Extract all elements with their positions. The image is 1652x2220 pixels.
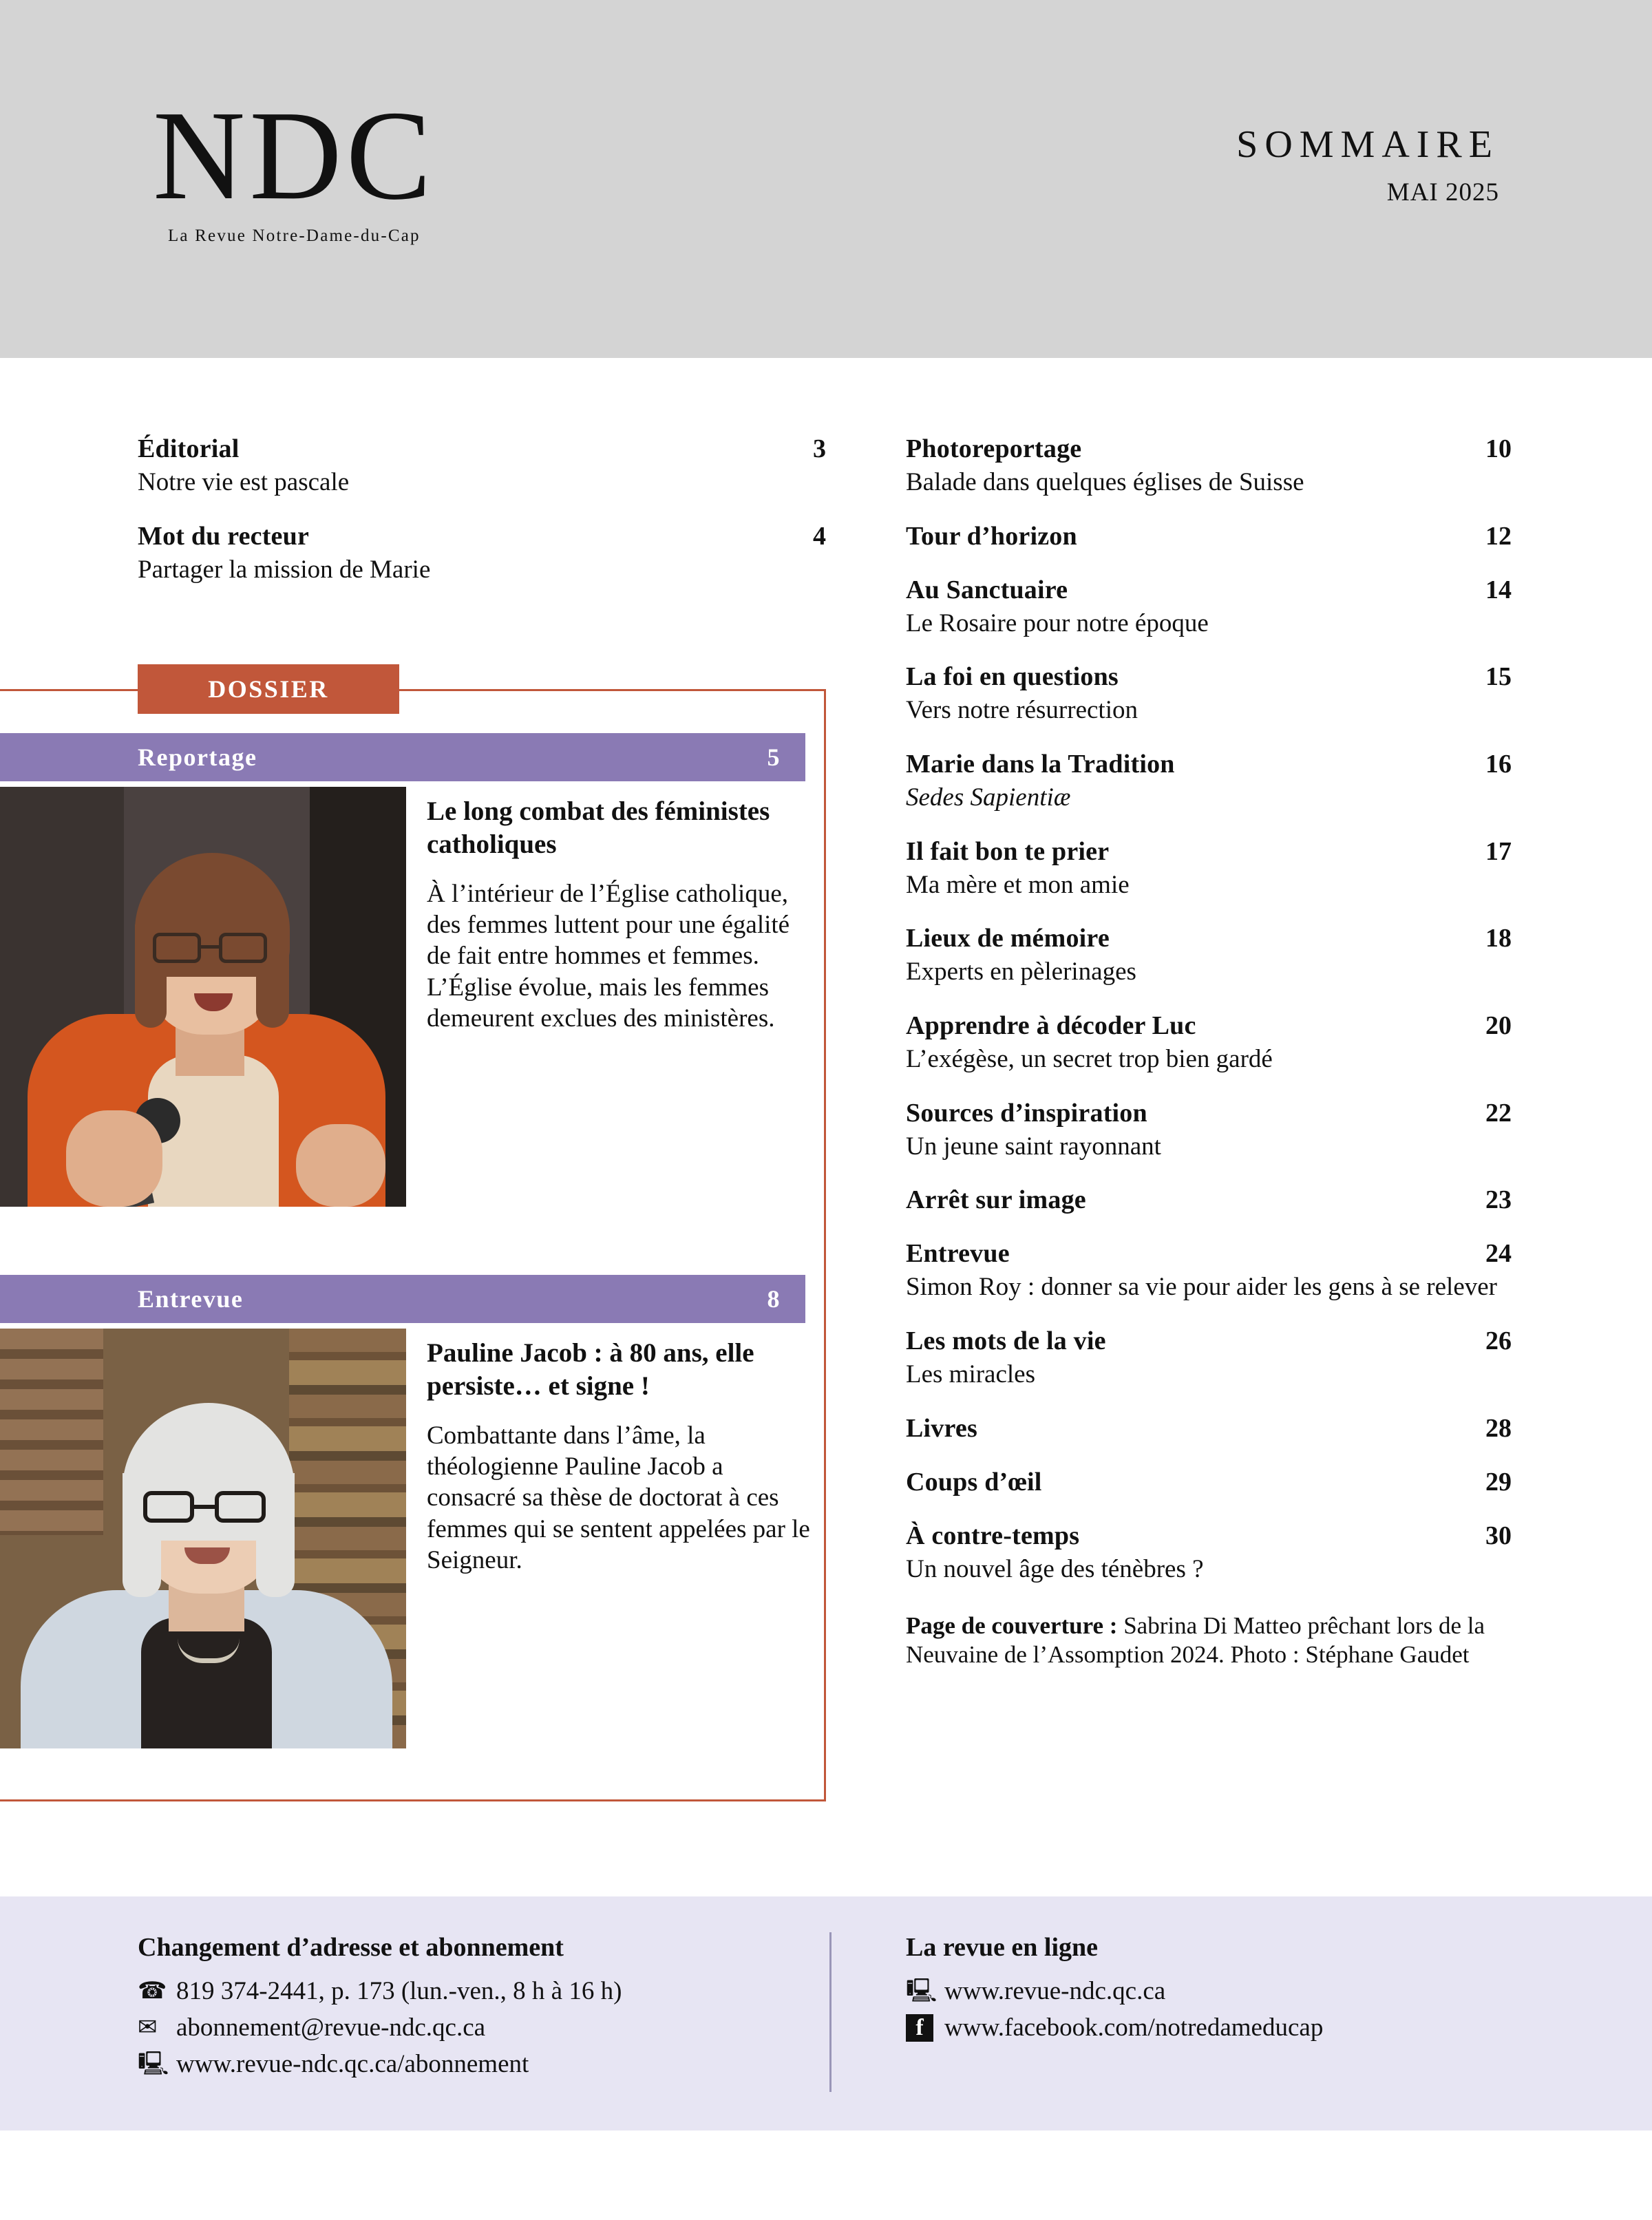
toc-entry[interactable]	[906, 1238, 1512, 1302]
page-title: SOMMAIRE	[1236, 123, 1499, 166]
envelope-icon: ✉	[138, 2014, 158, 2040]
toc-entry-page: 23	[1485, 1185, 1512, 1215]
toc-entry-subtitle: Ma mère et mon amie	[906, 870, 1130, 899]
feature-text-reportage	[427, 795, 812, 1034]
toc-entry-subtitle: Vers notre résurrection	[906, 696, 1138, 725]
feature-band-label: Entrevue	[138, 1285, 244, 1313]
footer-site-text: www.revue-ndc.qc.ca	[944, 1977, 1166, 2005]
dossier-label	[138, 664, 399, 714]
dossier-label-text: DOSSIER	[208, 675, 329, 703]
logo-subtitle: La Revue Notre-Dame-du-Cap	[167, 226, 421, 245]
footer-left-heading: Changement d’adresse et abonnement	[138, 1933, 564, 1962]
toc-entry[interactable]	[906, 521, 1512, 551]
toc-entry-page: 26	[1485, 1326, 1512, 1355]
toc-entry[interactable]	[906, 575, 1512, 639]
cover-credit-label: Page de couverture :	[906, 1612, 1118, 1640]
toc-entry-title: La foi en questions	[906, 662, 1119, 692]
toc-entry[interactable]	[906, 749, 1512, 813]
toc-entry-title: Entrevue	[906, 1239, 1010, 1269]
toc-entry-page: 4	[813, 521, 826, 551]
footer-right-heading: La revue en ligne	[906, 1933, 1099, 1962]
footer-phone-line[interactable]	[138, 1975, 826, 2009]
toc-entry[interactable]	[906, 434, 1512, 498]
feature-body: Combattante dans l’âme, la théologienne Pauline Jacob a consacré sa thèse de doctorat à ces femmes qui se sentent appelées par le Seigneur.	[427, 1421, 810, 1574]
toc-entry-subtitle: Balade dans quelques églises de Suisse	[906, 468, 1304, 496]
toc-entry-page: 10	[1485, 434, 1512, 463]
toc-entry-title: Éditorial	[138, 434, 240, 463]
issue-date: MAI 2025	[1386, 178, 1499, 207]
feature-body: À l’intérieur de l’Église catholique, des femmes luttent pour une égalité de fait entre hommes et femmes. L’Église évolue, mais les femmes demeurent exclues des ministères.	[427, 880, 790, 1033]
feature-band-page: 8	[767, 1285, 781, 1313]
feature-text-entrevue	[427, 1337, 812, 1576]
page-header	[0, 0, 1652, 358]
footer-email-text: abonnement@revue-ndc.qc.ca	[176, 2013, 486, 2042]
toc-entry[interactable]	[138, 521, 826, 585]
footer-email-line[interactable]	[138, 2011, 826, 2045]
masthead-logo	[153, 85, 436, 246]
toc-entry[interactable]	[906, 923, 1512, 987]
footer-online-block	[906, 1932, 1594, 2048]
toc-entry-subtitle: Un jeune saint rayonnant	[906, 1132, 1161, 1161]
toc-entry-subtitle: Sedes Sapientiæ	[906, 783, 1071, 812]
feature-photo-entrevue	[0, 1329, 406, 1748]
footer-divider	[829, 1932, 832, 2092]
footer-website-line[interactable]	[138, 2048, 826, 2082]
toc-entry-subtitle: Notre vie est pascale	[138, 468, 350, 496]
footer-phone-text: 819 374-2441, p. 173 (lun.-ven., 8 h à 16 h)	[176, 1977, 622, 2005]
toc-entry[interactable]	[906, 1098, 1512, 1162]
toc-entry-subtitle: Partager la mission de Marie	[138, 555, 431, 584]
toc-entry-page: 17	[1485, 836, 1512, 866]
toc-entry-title: Les mots de la vie	[906, 1326, 1106, 1355]
toc-entry-page: 12	[1485, 521, 1512, 551]
toc-entry-title: Marie dans la Tradition	[906, 749, 1175, 779]
toc-entry-subtitle: Experts en pèlerinages	[906, 958, 1136, 986]
toc-entry-title: À contre-temps	[906, 1521, 1080, 1550]
toc-entry-subtitle: Les miracles	[906, 1360, 1035, 1388]
toc-entry-title: Apprendre à décoder Luc	[906, 1011, 1196, 1040]
toc-entry-page: 16	[1485, 749, 1512, 779]
toc-entry-title: Livres	[906, 1413, 977, 1443]
toc-entry-page: 15	[1485, 662, 1512, 692]
feature-title: Le long combat des féministes catholiques	[427, 796, 770, 859]
toc-entry-title: Mot du recteur	[138, 521, 310, 551]
toc-entry-subtitle: Simon Roy : donner sa vie pour aider les gens à se relever	[906, 1273, 1497, 1302]
toc-entry[interactable]	[138, 434, 826, 498]
toc-right-column	[906, 434, 1512, 1669]
toc-entry-title: Arrêt sur image	[906, 1185, 1086, 1215]
toc-entry[interactable]	[906, 836, 1512, 900]
footer-facebook-line[interactable]	[906, 2011, 1594, 2045]
feature-band-entrevue[interactable]	[0, 1275, 805, 1323]
page-footer	[0, 1896, 1652, 2131]
header-right-block	[1236, 123, 1499, 207]
toc-entry-page: 3	[813, 434, 826, 463]
toc-entry[interactable]	[906, 662, 1512, 726]
toc-entry[interactable]	[906, 1521, 1512, 1585]
toc-entry-page: 29	[1485, 1467, 1512, 1497]
toc-entry-title: Au Sanctuaire	[906, 575, 1068, 604]
feature-title: Pauline Jacob : à 80 ans, elle persiste… et signe !	[427, 1338, 754, 1401]
logo-text: NDC	[153, 85, 436, 226]
toc-entry-page: 30	[1485, 1521, 1512, 1550]
computer-icon: 🖳	[138, 2051, 169, 2077]
toc-entry-page: 28	[1485, 1413, 1512, 1443]
footer-subscription-block	[138, 1932, 826, 2084]
toc-entry-page: 18	[1485, 924, 1512, 953]
toc-entry[interactable]	[906, 1011, 1512, 1075]
cover-credit	[906, 1611, 1512, 1669]
toc-entry[interactable]	[906, 1326, 1512, 1390]
toc-entry-subtitle: Le Rosaire pour notre époque	[906, 609, 1209, 637]
facebook-icon: f	[906, 2014, 933, 2042]
toc-entry-subtitle: L’exégèse, un secret trop bien gardé	[906, 1044, 1273, 1073]
cover-credit-text: Sabrina Di Matteo prêchant lors de la Neuvaine de l’Assomption 2024. Photo : Stéphane Gaudet	[906, 1612, 1485, 1669]
toc-entry-page: 14	[1485, 575, 1512, 604]
toc-entry[interactable]	[906, 1467, 1512, 1497]
feature-band-page: 5	[767, 743, 781, 771]
toc-entry-page: 24	[1485, 1239, 1512, 1269]
feature-band-reportage[interactable]	[0, 733, 805, 781]
toc-entry-title: Tour d’horizon	[906, 521, 1077, 551]
computer-icon: 🖳	[906, 1978, 938, 2004]
toc-entry-title: Sources d’inspiration	[906, 1098, 1147, 1128]
toc-entry-title: Photoreportage	[906, 434, 1082, 463]
toc-entry-page: 22	[1485, 1098, 1512, 1128]
toc-entry-title: Coups d’œil	[906, 1467, 1042, 1497]
toc-entry-page: 20	[1485, 1011, 1512, 1040]
toc-entry-subtitle: Un nouvel âge des ténèbres ?	[906, 1554, 1204, 1583]
toc-entry[interactable]	[906, 1185, 1512, 1215]
footer-facebook-text: www.facebook.com/notredameducap	[944, 2013, 1324, 2042]
phone-icon: ☎	[138, 1978, 167, 2004]
feature-photo-reportage	[0, 787, 406, 1207]
footer-site-line[interactable]	[906, 1975, 1594, 2009]
toc-entry[interactable]	[906, 1413, 1512, 1444]
toc-entry-title: Il fait bon te prier	[906, 836, 1110, 866]
feature-band-label: Reportage	[138, 743, 257, 771]
toc-left-column	[138, 434, 826, 608]
toc-entry-title: Lieux de mémoire	[906, 924, 1110, 953]
footer-website-text: www.revue-ndc.qc.ca/abonnement	[176, 2049, 529, 2078]
